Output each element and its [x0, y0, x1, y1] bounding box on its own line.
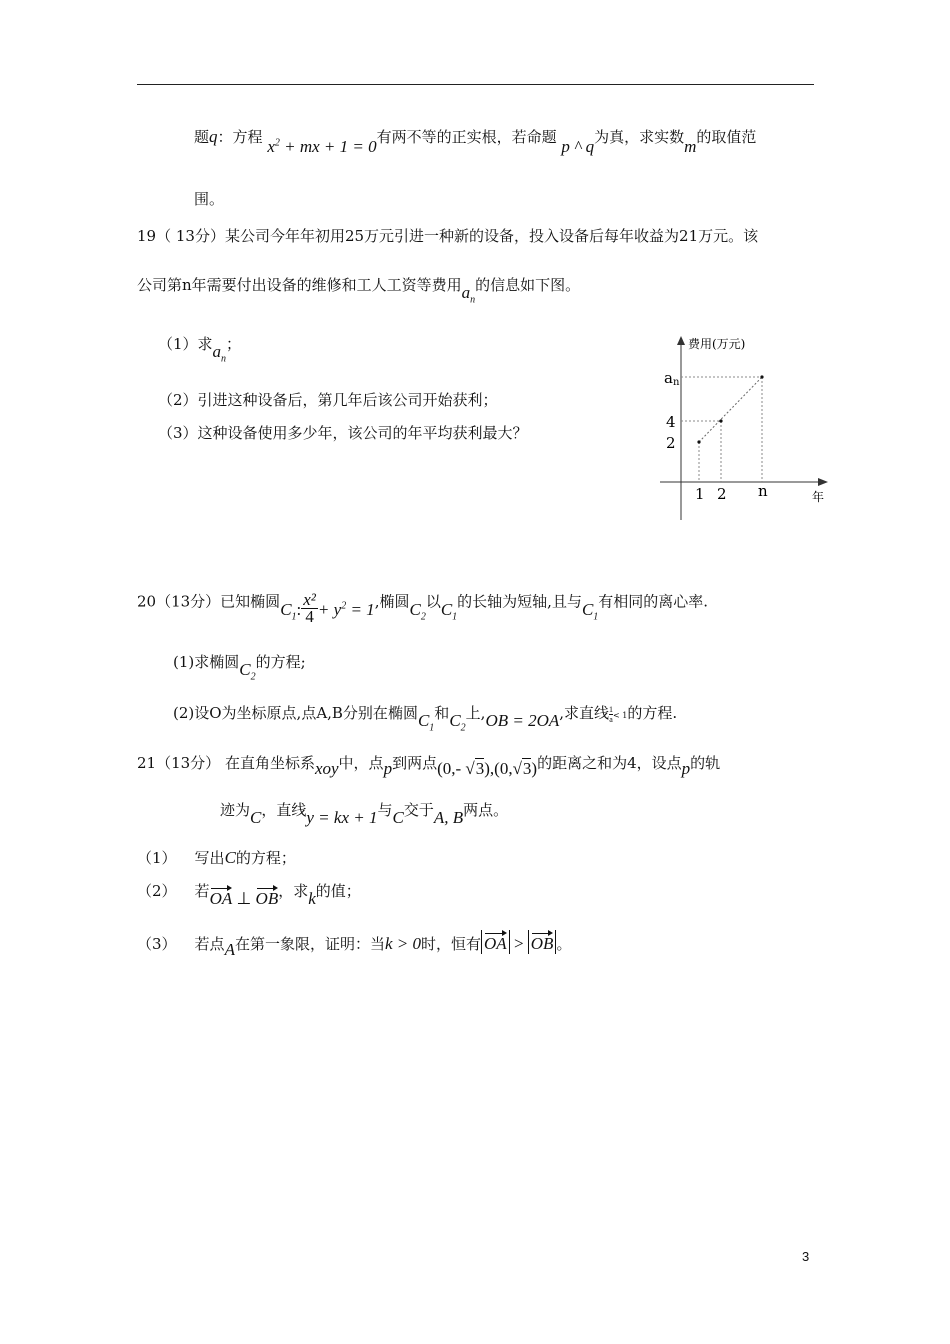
tick-label-an: an	[664, 369, 680, 388]
q19-line2: 公司第n年需要付出设备的维修和工人工资等费用$a_n$的信息如下图。	[137, 276, 581, 306]
q19-line1: 19（ 13分）某公司今年年初用25万元引进一种新的设备，投入设备后每年收益为21万元。该	[137, 227, 759, 245]
vector-ob: OB	[256, 885, 279, 909]
tick-label-n: n	[758, 482, 768, 500]
tick-label-1: 1	[695, 485, 705, 503]
fraction-x2-over-4: $\frac{\text{x²}}{4}$	[303, 590, 316, 626]
math-c1: $C_1$	[280, 599, 297, 622]
q20-part2: (2)设O为坐标原点,点A,B分别在椭圆$C_1$和$C_2$上,OB = 2OA,求直线 $\frac{1}{a}< 1$的方程.	[173, 704, 678, 734]
q21-part1: （1） 写出C的方程；	[137, 848, 296, 867]
point-2	[719, 419, 722, 422]
x-axis-label: 年	[812, 490, 825, 504]
text: 有两不等的正实根，若命题	[376, 128, 557, 146]
tick-label-4: 4	[666, 413, 676, 431]
q18-continuation-line1	[194, 126, 757, 156]
vector-ob: OB	[531, 930, 554, 954]
q19-part2: （2）引进这种设备后，第几年后该公司开始获利；	[158, 391, 498, 409]
trend-line	[699, 377, 762, 442]
header-rule	[137, 84, 814, 85]
tiny-fraction: $\frac{1}{a}$	[609, 704, 614, 724]
x-axis-arrow	[818, 478, 828, 486]
cost-figure	[640, 330, 835, 525]
y-axis-arrow	[677, 336, 685, 345]
math-an: $a_n$	[461, 283, 476, 306]
y-axis-label: 费用(万元)	[688, 337, 746, 351]
q21-line1: 21（13分） 在直角坐标系xoy中，点p到两点(0,- √3),(0,√3)的距离之和为4，设点p的轨	[137, 754, 721, 778]
point-1	[697, 440, 700, 443]
q19-part3: （3）这种设备使用多少年，该公司的年平均获利最大？	[158, 424, 528, 442]
q21-part3: （3） 若点A在第一象限，证明：当k > 0时，恒有 OA > OB 。	[137, 930, 571, 954]
math-q: q	[209, 127, 218, 146]
text: ：方程	[217, 128, 263, 146]
q21-line2: 迹为C，直线y = kx + 1与C交于A, B两点。	[220, 801, 509, 827]
math-p-and-q: p ^ q	[561, 137, 595, 156]
math-an: $a_n$	[212, 342, 227, 365]
text: 的取值范	[696, 128, 757, 146]
points-expression: (0,- √3),(0,√3)	[437, 759, 538, 778]
q20-part1: (1)求椭圆$C_2$的方程;	[173, 653, 306, 683]
point-n	[760, 375, 763, 378]
text: 为真，求实数	[594, 128, 685, 146]
tick-label-2x: 2	[717, 485, 727, 503]
vector-oa: OA	[210, 885, 233, 909]
tick-label-2: 2	[666, 434, 676, 452]
q18-continuation-line2: 围。	[194, 190, 225, 208]
vector-oa: OA	[484, 930, 507, 954]
q20-line1: 20（13分）已知椭圆$C_1$: $\frac{\text{x²}}{4}$ + $y^2 = 1$,椭圆$C_2$以$C_1$的长轴为短轴,且与$C_1$有相同的离心率.	[137, 590, 709, 626]
math-m: m	[684, 137, 697, 156]
q21-part2: （2） 若OA ⊥ OB，求k的值；	[137, 882, 361, 908]
text: 题	[194, 128, 210, 146]
page-number: 3	[802, 1249, 810, 1264]
equation-ob-2oa: OB = 2OA	[485, 711, 560, 730]
equation: $x^2$ + mx + 1 = 0	[267, 137, 377, 156]
q19-part1: （1）求$a_n$；	[158, 335, 242, 365]
